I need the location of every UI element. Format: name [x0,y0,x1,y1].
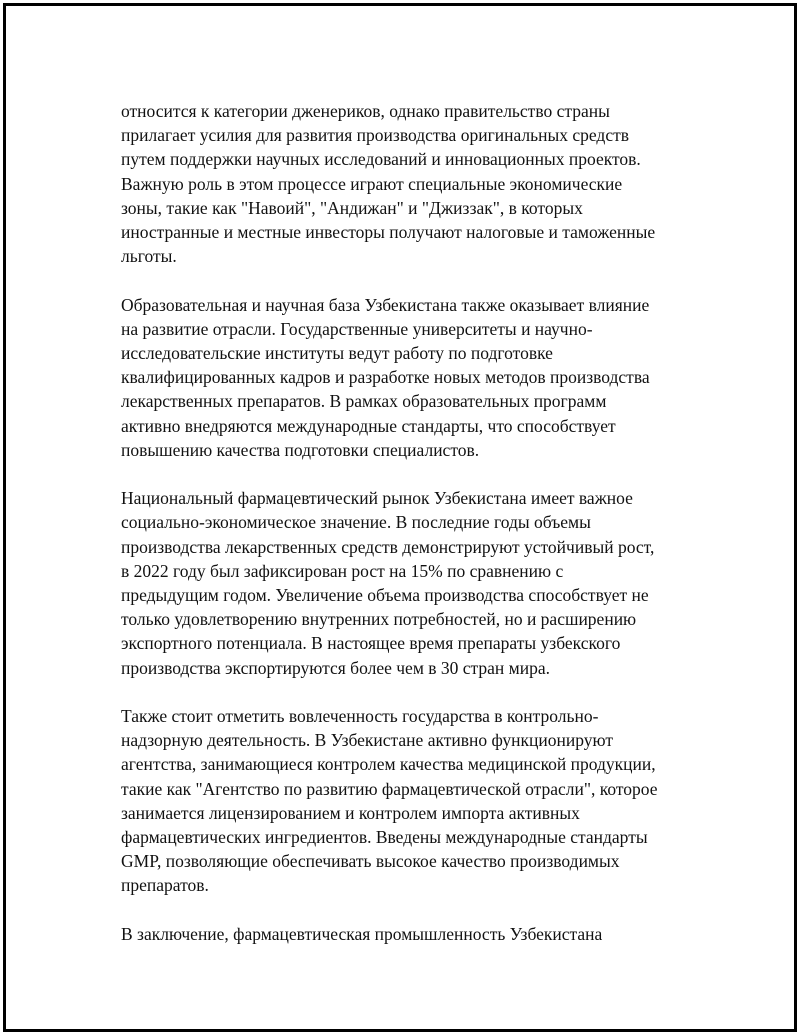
paragraph-4: Также стоит отметить вовлеченность государства в контрольно- надзорную деятельность. В Узбекистане активно функционируют агентства, занимающиеся контролем качества медицинской продукции, такие как "Агентство по развитию фармацевтической отрасли", которое занимается лицензированием и контролем импорта активных фармацевтических ингредиентов. Введены международные стандарты GMP, позволяющие обеспечивать высокое качество производимых препаратов. [121,706,658,896]
document-body [121,99,691,970]
paragraph-1: относится к категории дженериков, однако правительство страны прилагает усилия для развития производства оригинальных средств путем поддержки научных исследований и инновационных проектов. Важную роль в этом процессе играют специальные экономические зоны, такие как "Навоий", "Андижан" и "Джиззак", в которых иностранные и местные инвесторы получают налоговые и таможенные льготы. [121,101,656,267]
paragraph-5: В заключение, фармацевтическая промышленность Узбекистана [121,923,603,944]
paragraph-2: Образовательная и научная база Узбекистана также оказывает влияние на развитие отрасли. Государственные университеты и научно- исследовательские институты ведут работу по подготовке квалифицированных кадров и разработке новых методов производства лекарственных препаратов. В рамках образовательных программ активно внедряются международные стандарты, что способствует повышению качества подготовки специалистов. [121,294,650,460]
paragraph-3: Национальный фармацевтический рынок Узбекистана имеет важное социально-экономическое значение. В последние годы объемы производства лекарственных средств демонстрируют устойчивый рост, в 2022 году был зафиксирован рост на 15% по сравнению с предыдущим годом. Увеличение объема производства способствует не только удовлетворению внутренних потребностей, но и расширению экспортного потенциала. В настоящее время препараты узбекского производства экспортируются более чем в 30 стран мира. [121,488,655,678]
document-page [3,3,797,1032]
